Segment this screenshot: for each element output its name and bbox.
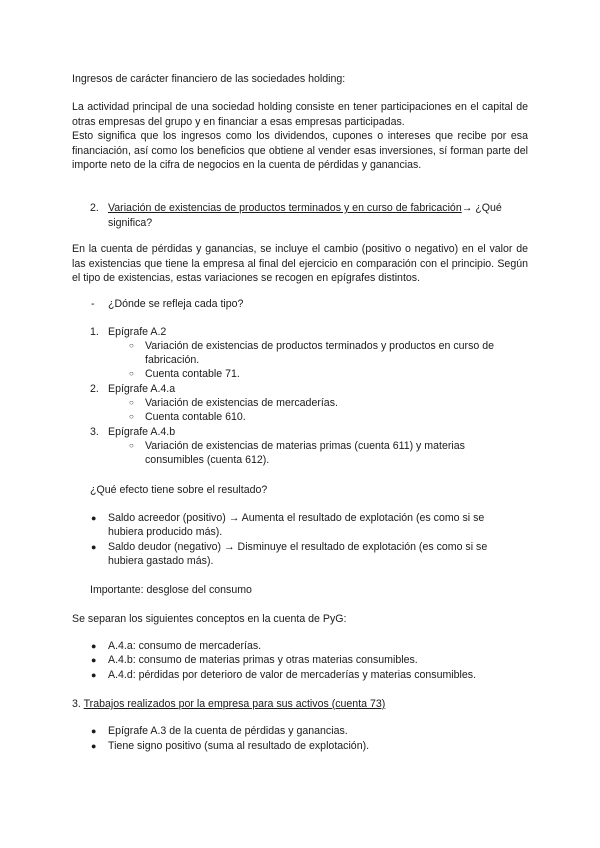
where-question: ¿Dónde se refleja cada tipo? (108, 298, 244, 310)
list-item-label: Epígrafe A.4.b (108, 426, 176, 438)
circle-bullet-icon: ○ (129, 369, 134, 378)
section-2-number: 2. (90, 202, 99, 214)
concept-item: A.4.b: consumo de materias primas y otras materias consumibles. (108, 654, 418, 666)
section-2-paragraph: En la cuenta de pérdidas y ganancias, se incluye el cambio (positivo o negativo) en el valor de las existencias que tiene la empresa al final del ejercicio en comparación con el principio. Según el tipo de existencias, estas variaciones se recogen en epígrafes distintos. (72, 243, 528, 285)
intro-heading: Ingresos de carácter financiero de las sociedades holding: (72, 73, 346, 85)
section-2-title-suffix: → ¿Qué (461, 202, 502, 214)
circle-bullet-icon: ○ (129, 398, 134, 407)
circle-bullet-icon: ○ (129, 441, 134, 450)
sub-item-continuation: fabricación. (145, 354, 200, 366)
intro-paragraph-1: La actividad principal de una sociedad holding consiste en tener participaciones en el capital de otras empresas del grupo y en financiar a esas empresas participadas. (72, 101, 528, 128)
bullet-icon: ● (91, 513, 97, 523)
circle-bullet-icon: ○ (129, 341, 134, 350)
section-3-item: Tiene signo positivo (suma al resultado de explotación). (108, 740, 370, 752)
sub-item: Cuenta contable 71. (145, 368, 240, 380)
effect-item-continuation: hubiera gastado más). (108, 555, 214, 567)
intro-paragraph-2: Esto significa que los ingresos como los dividendos, cupones o intereses que recibe por esa financiación, así como los beneficios que obtiene al vender esas inversiones, sí forman parte del importe neto de la cifra de negocios en la cuenta de pérdidas y ganancias. (72, 130, 528, 172)
section-2-title-line-2: significa? (108, 217, 153, 229)
sub-item: Variación de existencias de mercaderías. (145, 397, 338, 409)
bullet-icon: ● (91, 542, 97, 552)
effect-item-continuation: hubiera producido más). (108, 526, 223, 538)
bullet-icon: ● (91, 670, 97, 680)
effect-item: Saldo acreedor (positivo) → Aumenta el resultado de explotación (es como si se (108, 512, 485, 524)
sub-item-continuation: consumibles (cuenta 612). (145, 454, 270, 466)
section-2-title-line (108, 201, 502, 216)
sub-item: Cuenta contable 610. (145, 411, 246, 423)
list-item-number: 2. (90, 383, 99, 395)
sub-item: Variación de existencias de materias primas (cuenta 611) y materias (145, 440, 465, 452)
bullet-icon: ● (91, 741, 97, 751)
section-3-number: 3. (72, 698, 81, 710)
circle-bullet-icon: ○ (129, 412, 134, 421)
section-2-title: Variación de existencias de productos terminados y en curso de fabricación (108, 202, 462, 214)
list-item-number: 1. (90, 326, 99, 338)
concept-item: A.4.a: consumo de mercaderías. (108, 640, 262, 652)
effect-question: ¿Qué efecto tiene sobre el resultado? (90, 484, 268, 496)
bullet-icon: ● (91, 726, 97, 736)
dash-bullet: - (91, 298, 95, 310)
important-note: Importante: desglose del consumo (90, 584, 252, 596)
list-item-label: Epígrafe A.4.a (108, 383, 176, 395)
bullet-icon: ● (91, 641, 97, 651)
list-item-label: Epígrafe A.2 (108, 326, 167, 338)
separate-intro: Se separan los siguientes conceptos en la cuenta de PyG: (72, 613, 347, 625)
sub-item: Variación de existencias de productos terminados y productos en curso de (145, 340, 495, 352)
concept-item: A.4.d: pérdidas por deterioro de valor de mercaderías y materias consumibles. (108, 669, 477, 681)
section-3-heading (72, 697, 385, 712)
section-3-title: Trabajos realizados por la empresa para sus activos (cuenta 73) (83, 698, 386, 710)
bullet-icon: ● (91, 655, 97, 665)
section-3-item: Epígrafe A.3 de la cuenta de pérdidas y ganancias. (108, 725, 348, 737)
list-item-number: 3. (90, 426, 99, 438)
effect-item: Saldo deudor (negativo) → Disminuye el resultado de explotación (es como si se (108, 541, 488, 553)
